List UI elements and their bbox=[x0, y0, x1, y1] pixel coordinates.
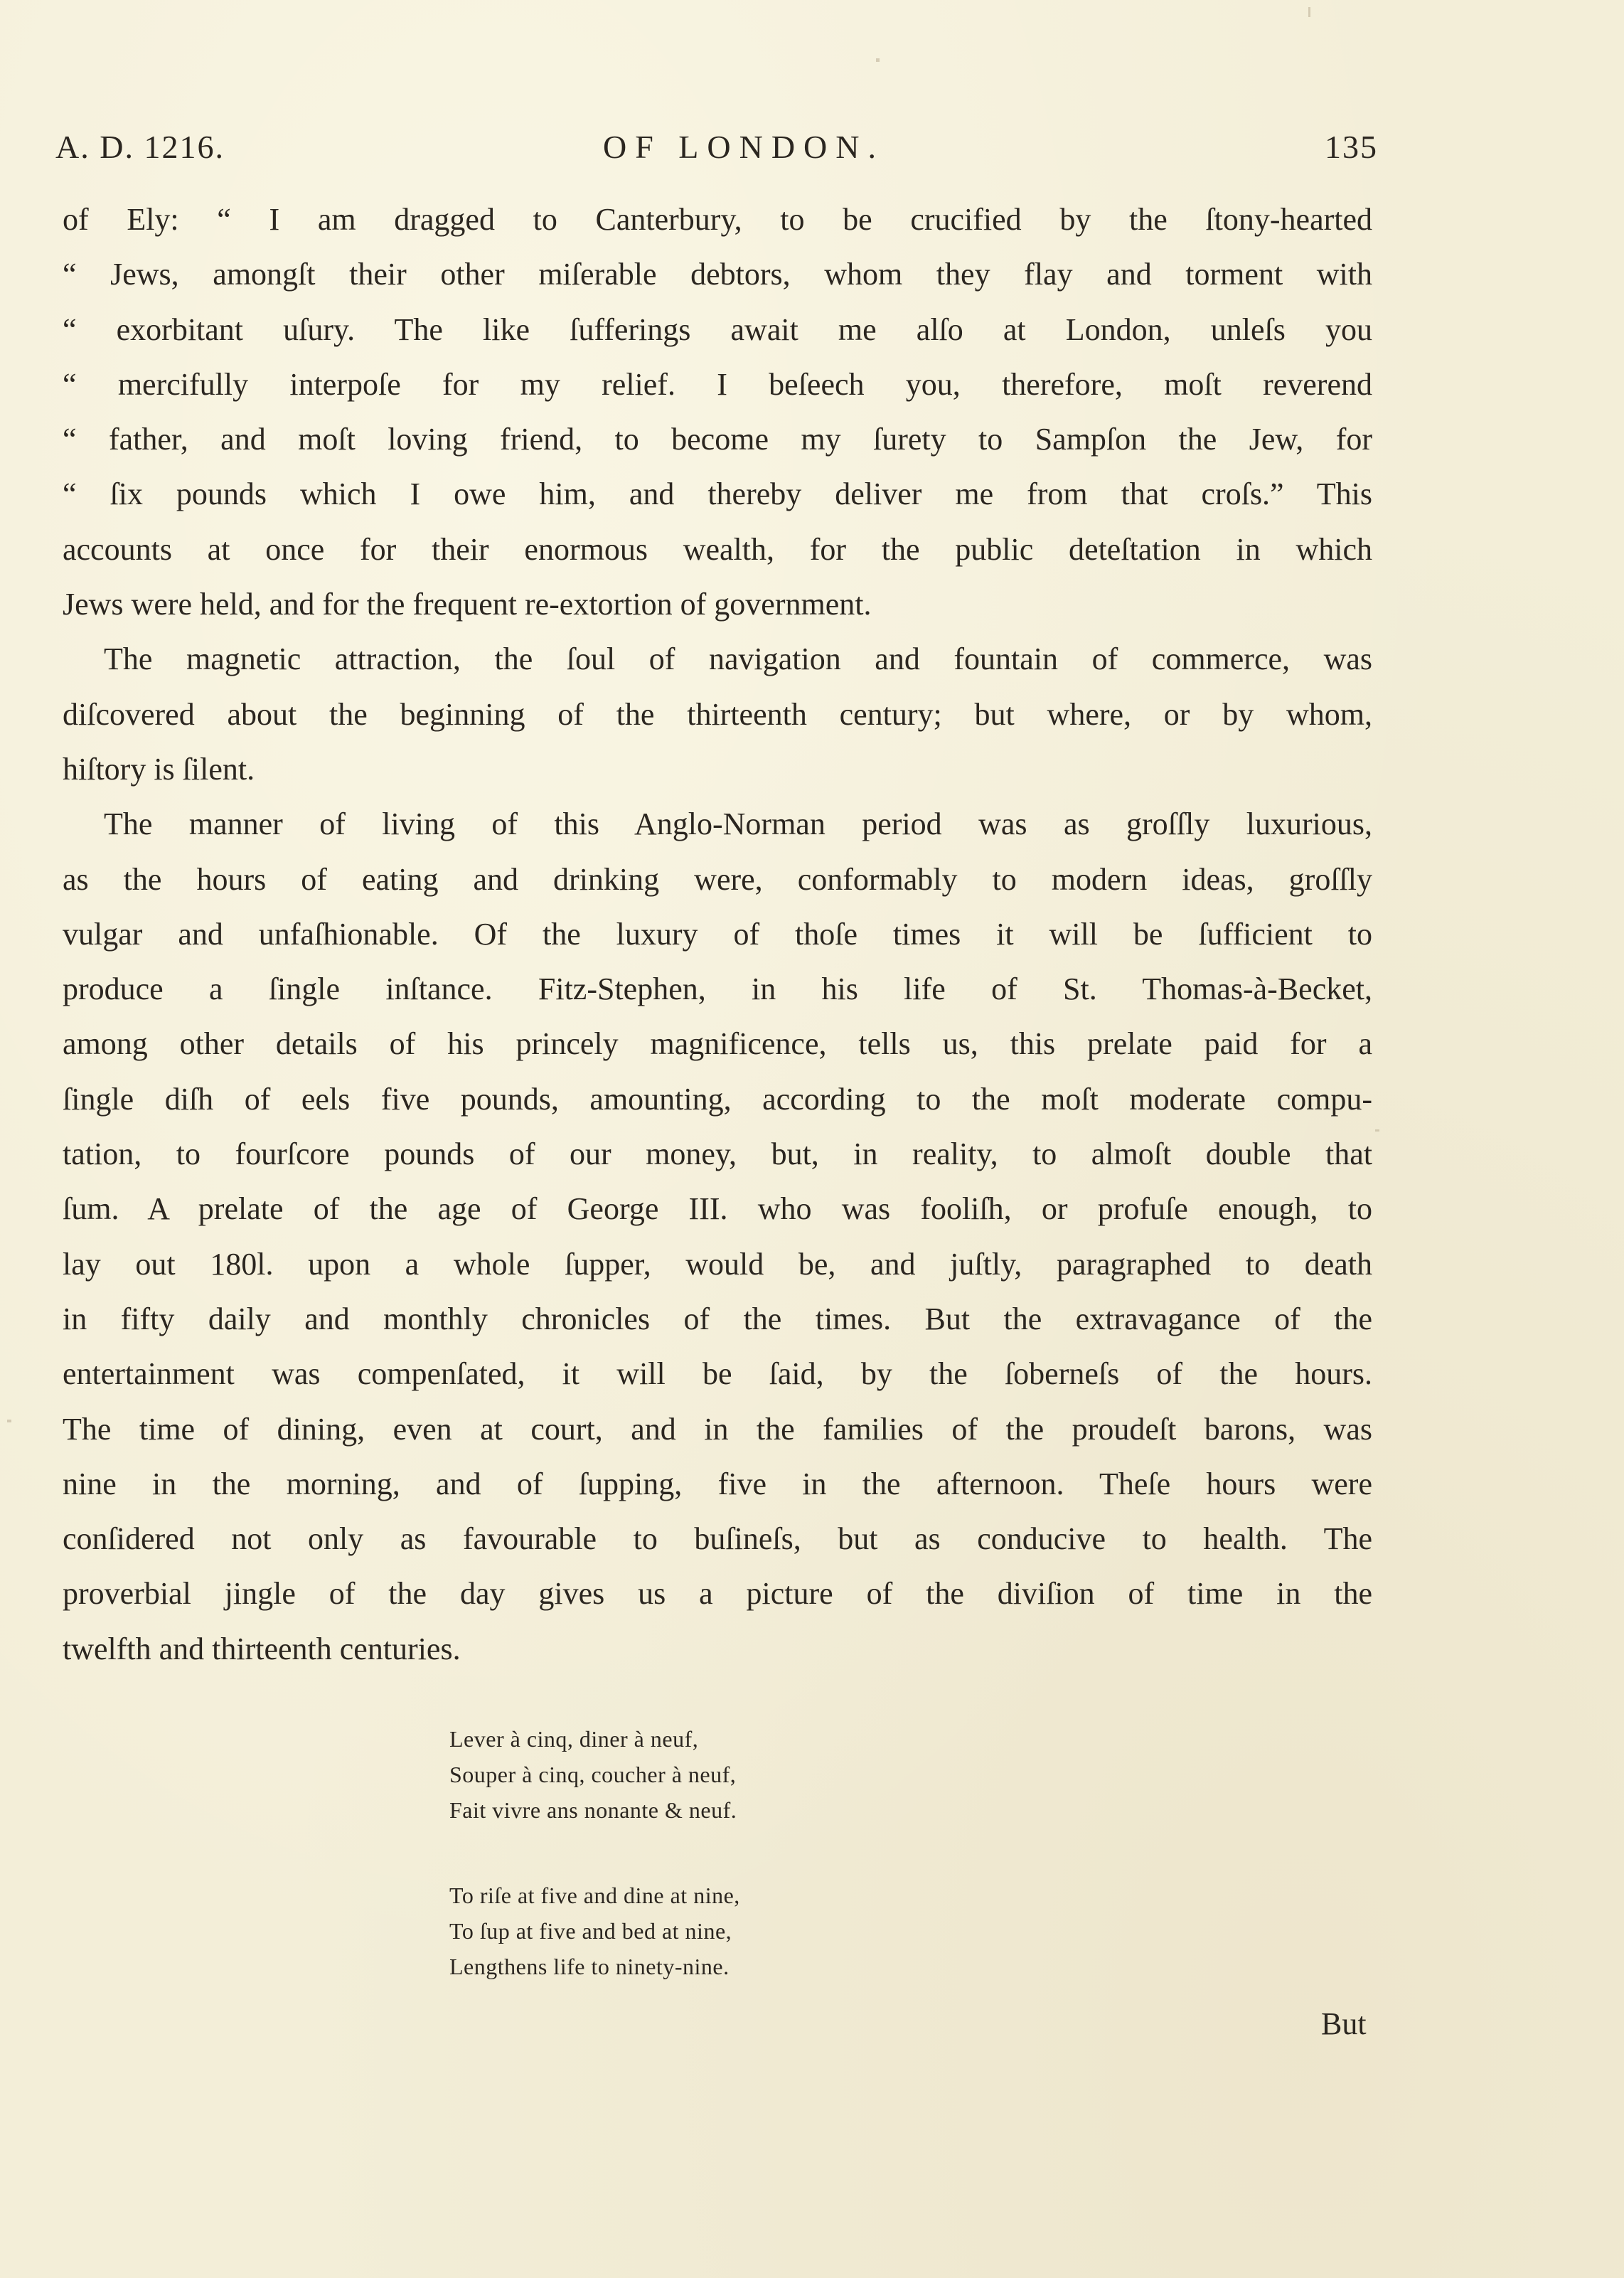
paragraph-first-line: The magnetic attraction, the ſoul of navigation and fountain of commerce, was bbox=[104, 642, 1372, 677]
catchword: But bbox=[1321, 2006, 1367, 2041]
paper-speck bbox=[876, 58, 880, 62]
verse-line: Fait vivre ans nonante & neuf. bbox=[449, 1797, 737, 1823]
verse-line: To riſe at five and dine at nine, bbox=[449, 1883, 740, 1908]
text-line: lay out 180l. upon a whole ſupper, would be, and juſtly, paragraphed to death bbox=[63, 1246, 1372, 1282]
text-line: in fifty daily and monthly chronicles of the times. But the extravagance of the bbox=[63, 1301, 1372, 1336]
text-line: twelfth and thirteenth centuries. bbox=[63, 1631, 461, 1666]
main-text bbox=[63, 192, 1372, 1676]
text-line: conſidered not only as favourable to buſineſs, but as conducive to health. The bbox=[63, 1521, 1372, 1557]
paragraph-first-line: The manner of living of this Anglo-Norman period was as groſſly luxurious, bbox=[104, 807, 1372, 842]
text-line: “ ſix pounds which I owe him, and thereby deliver me from that croſs.” This bbox=[63, 477, 1372, 512]
text-line: hiſtory is ſilent. bbox=[63, 751, 255, 787]
header-title: OF LONDON. bbox=[603, 129, 885, 165]
text-line: Jews were held, and for the frequent re-extortion of government. bbox=[63, 587, 872, 622]
verse-line: Lever à cinq, diner à neuf, bbox=[449, 1726, 699, 1752]
text-line: nine in the morning, and of ſupping, five in the afternoon. Theſe hours were bbox=[63, 1466, 1372, 1501]
text-line: tation, to fourſcore pounds of our money, but, in reality, to almoſt double that bbox=[63, 1137, 1372, 1172]
text-line: “ mercifully interpoſe for my relief. I beſeech you, therefore, moſt reverend bbox=[63, 366, 1372, 402]
paper-speck bbox=[7, 1420, 11, 1422]
verse-french bbox=[449, 1721, 947, 1828]
text-line: proverbial jingle of the day gives us a picture of the diviſion of time in the bbox=[63, 1576, 1372, 1612]
verse-line: Lengthens life to ninety-nine. bbox=[449, 1954, 730, 1979]
verse-line: To ſup at five and bed at nine, bbox=[449, 1918, 732, 1944]
text-line: vulgar and unfaſhionable. Of the luxury of thoſe times it will be ſufficient to bbox=[63, 916, 1372, 952]
text-line: ſingle diſh of eels five pounds, amounting, according to the moſt moderate compu- bbox=[63, 1081, 1372, 1117]
text-line: “ father, and moſt loving friend, to become my ſurety to Sampſon the Jew, for bbox=[63, 422, 1372, 457]
running-header bbox=[55, 128, 1378, 178]
paper-speck bbox=[1375, 1129, 1379, 1132]
text-line: diſcovered about the beginning of the thirteenth century; but where, or by whom, bbox=[63, 696, 1372, 732]
text-line: The time of dining, even at court, and in the families of the proudeſt barons, was bbox=[63, 1411, 1372, 1447]
text-line: ſum. A prelate of the age of George III. who was fooliſh, or profuſe enough, to bbox=[63, 1191, 1372, 1227]
text-line: produce a ſingle inſtance. Fitz-Stephen, in his life of St. Thomas-à-Becket, bbox=[63, 972, 1372, 1007]
verse-line: Souper à cinq, coucher à neuf, bbox=[449, 1762, 737, 1787]
header-date: A. D. 1216. bbox=[55, 129, 225, 165]
paper-speck bbox=[1308, 7, 1310, 17]
page-number: 135 bbox=[1325, 129, 1378, 165]
text-line: “ Jews, amongſt their other miſerable debtors, whom they flay and torment with bbox=[63, 257, 1372, 292]
text-line: as the hours of eating and drinking were, conformably to modern ideas, groſſly bbox=[63, 861, 1372, 897]
text-line: of Ely: “ I am dragged to Canterbury, to be crucified by the ſtony-hearted bbox=[63, 202, 1372, 237]
text-line: among other details of his princely magnificence, tells us, this prelate paid for a bbox=[63, 1026, 1372, 1062]
verse-english bbox=[449, 1878, 947, 1984]
text-line: accounts at once for their enormous wealth, for the public deteſtation in which bbox=[63, 531, 1372, 567]
text-line: “ exorbitant uſury. The like ſufferings await me alſo at London, unleſs you bbox=[63, 312, 1372, 347]
text-line: entertainment was compenſated, it will be ſaid, by the ſoberneſs of the hours. bbox=[63, 1356, 1372, 1392]
